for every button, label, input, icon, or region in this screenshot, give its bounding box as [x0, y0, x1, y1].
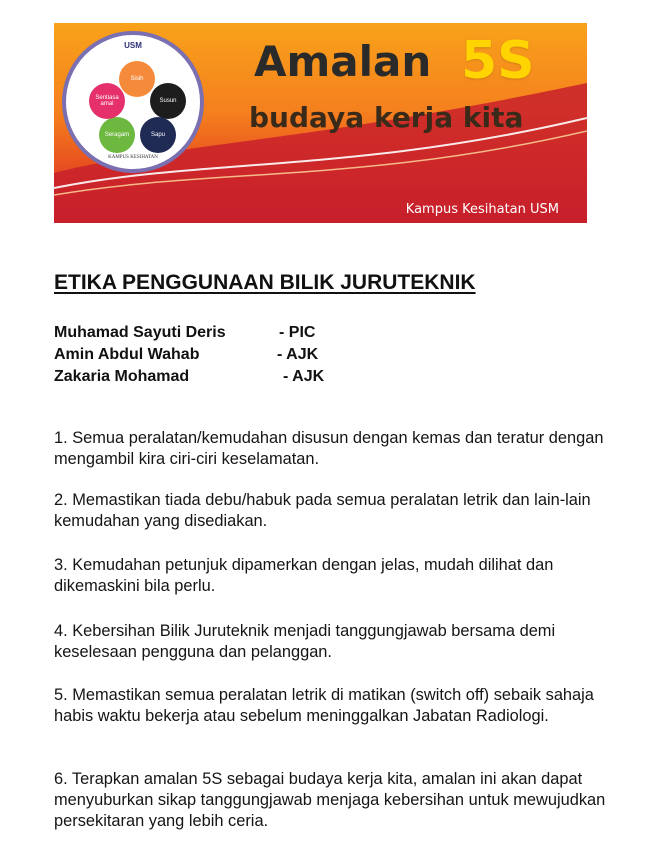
- staff-name: Amin Abdul Wahab: [54, 346, 200, 363]
- logo-petal-sentiasa: Sentiasa amal: [89, 83, 125, 119]
- banner-subtitle: budaya kerja kita: [249, 101, 524, 134]
- banner-title-accent: 5S: [461, 31, 535, 91]
- rule-item: 3. Kemudahan petunjuk dipamerkan dengan jelas, mudah dilihat dan dikemaskini bila perlu.: [54, 556, 554, 595]
- logo-petal-sisih: Sisih: [119, 61, 155, 97]
- logo-petal-seragam: Seragam: [99, 117, 135, 153]
- staff-role: - AJK: [283, 368, 325, 385]
- staff-role: - AJK: [277, 346, 319, 363]
- banner: [54, 23, 587, 223]
- banner-campus: Kampus Kesihatan USM: [405, 202, 559, 217]
- rule-item: 1. Semua peralatan/kemudahan disusun dengan kemas dan teratur dengan mengambil kira ciri-ciri keselamatan.: [54, 429, 604, 468]
- rule-item: 5. Memastikan semua peralatan letrik di matikan (switch off) sebaik sahaja habis waktu bekerja atau sebelum meninggalkan Jabatan Radiologi.: [54, 686, 594, 725]
- staff-name: Zakaria Mohamad: [54, 368, 190, 385]
- logo-petal-susun: Susun: [150, 83, 186, 119]
- staff-name: Muhamad Sayuti Deris: [54, 324, 226, 341]
- rule-item: 6. Terapkan amalan 5S sebagai budaya kerja kita, amalan ini akan dapat menyuburkan sikap tanggungjawab menjaga kebersihan untuk mewujudkan persekitaran yang lebih ceria.: [54, 770, 606, 830]
- logo-top-text: USM: [124, 41, 142, 50]
- staff-role: - PIC: [279, 324, 316, 341]
- logo-bottom-text: KAMPUS KESIHATAN: [108, 155, 158, 160]
- rule-item: 4. Kebersihan Bilik Juruteknik menjadi tanggungjawab bersama demi keselesaan pengguna dan pelanggan.: [54, 622, 556, 661]
- rule-item: 2. Memastikan tiada debu/habuk pada semua peralatan letrik dan lain-lain kemudahan yang disediakan.: [54, 491, 591, 530]
- banner-title: Amalan: [254, 37, 432, 86]
- logo-petal-sapu: Sapu: [140, 117, 176, 153]
- document-heading: ETIKA PENGGUNAAN BILIK JURUTEKNIK: [54, 271, 476, 294]
- usm-5s-logo: [62, 31, 204, 173]
